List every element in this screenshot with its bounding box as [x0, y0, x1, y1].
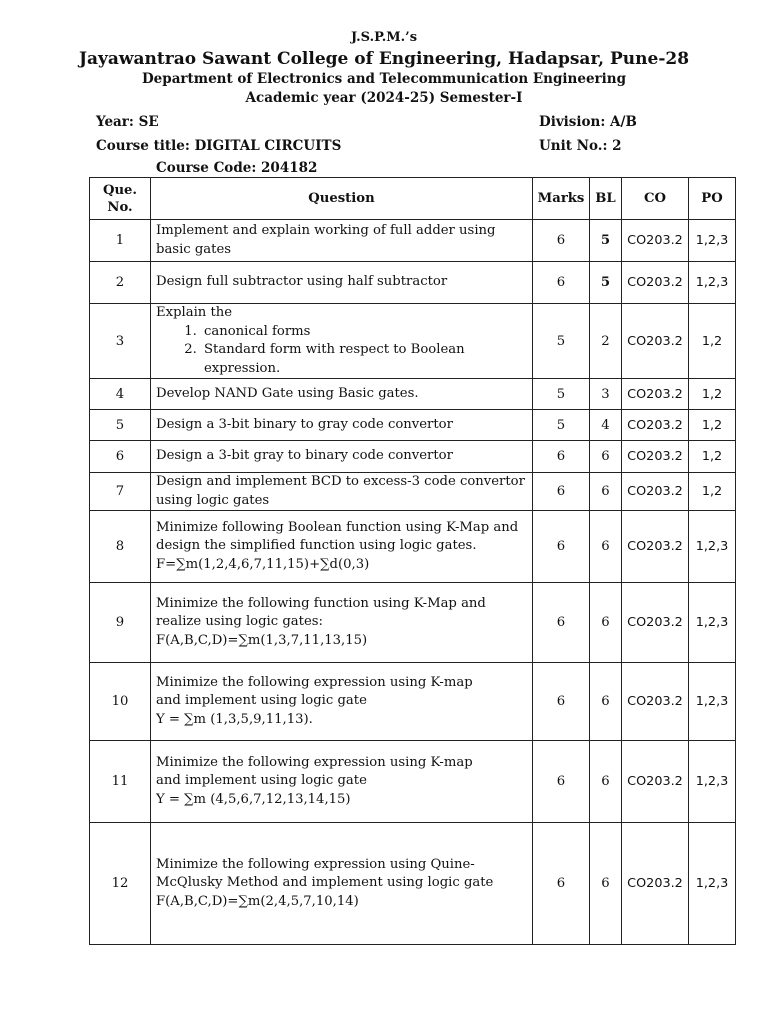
question-line: Minimize the following expression using K-map [156, 754, 473, 770]
question-subitems [156, 323, 528, 379]
question-line: Y = ∑m (1,3,5,9,11,13). [156, 711, 313, 727]
po-cell: 1,2 [689, 304, 736, 379]
po-cell: 1,2,3 [689, 663, 736, 741]
question-number: 6 [90, 441, 151, 473]
bl-cell: 2 [590, 304, 622, 379]
po-cell: 1,2,3 [689, 583, 736, 663]
po-cell: 1,2 [689, 379, 736, 410]
table-row [90, 583, 736, 663]
bl-cell: 4 [590, 410, 622, 441]
po-cell: 1,2 [689, 441, 736, 473]
bl-cell: 6 [590, 511, 622, 583]
question-line: Minimize the following expression using K-map [156, 674, 473, 690]
question-text: Implement and explain working of full adder using basic gates [151, 220, 533, 262]
table-row [90, 379, 736, 410]
bl-cell: 6 [590, 823, 622, 945]
bl-cell: 6 [590, 663, 622, 741]
po-cell: 1,2,3 [689, 262, 736, 304]
question-line: and implement using logic gate [156, 773, 367, 789]
co-cell: CO203.2 [622, 823, 689, 945]
table-row [90, 441, 736, 473]
co-cell: CO203.2 [622, 410, 689, 441]
header-question: Question [151, 178, 533, 220]
header-co: CO [622, 178, 689, 220]
question-number: 8 [90, 511, 151, 583]
bl-cell: 3 [590, 379, 622, 410]
question-line: Y = ∑m (4,5,6,7,12,13,14,15) [156, 791, 351, 807]
question-line: F(A,B,C,D)=∑m(1,3,7,11,13,15) [156, 632, 368, 648]
header-que-no: Que. No. [90, 178, 151, 220]
po-cell: 1,2,3 [689, 741, 736, 823]
question-text: Design full subtractor using half subtractor [151, 262, 533, 304]
table-row [90, 410, 736, 441]
question-number: 3 [90, 304, 151, 379]
bl-cell: 6 [590, 741, 622, 823]
course-code: Course Code: 204182 [156, 160, 318, 176]
bl-cell: 6 [590, 583, 622, 663]
table-row [90, 473, 736, 511]
question-text: Design and implement BCD to excess-3 code convertor using logic gates [151, 473, 533, 511]
co-cell: CO203.2 [622, 379, 689, 410]
table-row [90, 304, 736, 379]
co-cell: CO203.2 [622, 663, 689, 741]
marks-cell: 6 [533, 441, 590, 473]
co-cell: CO203.2 [622, 583, 689, 663]
question-text [151, 304, 533, 379]
marks-cell: 6 [533, 583, 590, 663]
marks-cell: 6 [533, 473, 590, 511]
co-cell: CO203.2 [622, 304, 689, 379]
bl-cell: 5 [590, 220, 622, 262]
table-header-row [90, 178, 736, 220]
division-label: Division: A/B [539, 114, 637, 130]
question-number: 11 [90, 741, 151, 823]
question-text: Develop NAND Gate using Basic gates. [151, 379, 533, 410]
co-cell: CO203.2 [622, 473, 689, 511]
academic-year: Academic year (2024-25) Semester-I [245, 90, 523, 106]
header-marks: Marks [533, 178, 590, 220]
header-bl: BL [590, 178, 622, 220]
po-cell: 1,2,3 [689, 823, 736, 945]
question-number: 5 [90, 410, 151, 441]
question-line: F=∑m(1,2,4,6,7,11,15)+∑d(0,3) [156, 556, 370, 572]
question-number: 2 [90, 262, 151, 304]
po-cell: 1,2,3 [689, 511, 736, 583]
question-line: and implement using logic gate [156, 693, 367, 709]
co-cell: CO203.2 [622, 441, 689, 473]
table-row [90, 262, 736, 304]
co-cell: CO203.2 [622, 741, 689, 823]
question-number: 4 [90, 379, 151, 410]
marks-cell: 6 [533, 262, 590, 304]
question-text [151, 511, 533, 583]
question-line: F(A,B,C,D)=∑m(2,4,5,7,10,14) [156, 893, 359, 909]
institute-name: J.S.P.M.’s [350, 30, 418, 45]
table-row [90, 741, 736, 823]
marks-cell: 5 [533, 304, 590, 379]
marks-cell: 6 [533, 663, 590, 741]
marks-cell: 6 [533, 741, 590, 823]
marks-cell: 5 [533, 379, 590, 410]
question-subitem: 1. canonical forms [201, 323, 528, 342]
department-name: Department of Electronics and Telecommunication Engineering [141, 71, 627, 87]
question-intro: Explain the [156, 305, 233, 320]
marks-cell: 5 [533, 410, 590, 441]
question-text: Design a 3-bit gray to binary code convertor [151, 441, 533, 473]
question-number: 9 [90, 583, 151, 663]
table-row [90, 511, 736, 583]
co-cell: CO203.2 [622, 511, 689, 583]
co-cell: CO203.2 [622, 220, 689, 262]
question-text [151, 663, 533, 741]
question-line: Minimize the following function using K-Map and realize using logic gates: [156, 595, 486, 630]
question-text [151, 583, 533, 663]
question-line: Minimize following Boolean function using K-Map and design the simplified function using logic gates. [156, 519, 519, 554]
table-row [90, 663, 736, 741]
po-cell: 1,2 [689, 410, 736, 441]
question-number: 1 [90, 220, 151, 262]
college-name: Jayawantrao Sawant College of Engineering, Hadapsar, Pune-28 [78, 49, 690, 69]
question-text [151, 741, 533, 823]
table-row [90, 823, 736, 945]
question-text [151, 823, 533, 945]
po-cell: 1,2,3 [689, 220, 736, 262]
bl-cell: 6 [590, 441, 622, 473]
question-subitem: 2. Standard form with respect to Boolean expression. [201, 341, 528, 378]
course-title: Course title: DIGITAL CIRCUITS [96, 138, 342, 154]
question-number: 7 [90, 473, 151, 511]
year-label: Year: SE [96, 114, 159, 130]
po-cell: 1,2 [689, 473, 736, 511]
bl-cell: 5 [590, 262, 622, 304]
co-cell: CO203.2 [622, 262, 689, 304]
marks-cell: 6 [533, 511, 590, 583]
question-number: 12 [90, 823, 151, 945]
bl-cell: 6 [590, 473, 622, 511]
question-text: Design a 3-bit binary to gray code convertor [151, 410, 533, 441]
question-table [89, 177, 736, 945]
header-po: PO [689, 178, 736, 220]
table-row [90, 220, 736, 262]
unit-number: Unit No.: 2 [539, 138, 622, 154]
question-line: Minimize the following expression using Quine-McQlusky Method and implement using logic gate [156, 856, 494, 891]
marks-cell: 6 [533, 823, 590, 945]
marks-cell: 6 [533, 220, 590, 262]
question-number: 10 [90, 663, 151, 741]
